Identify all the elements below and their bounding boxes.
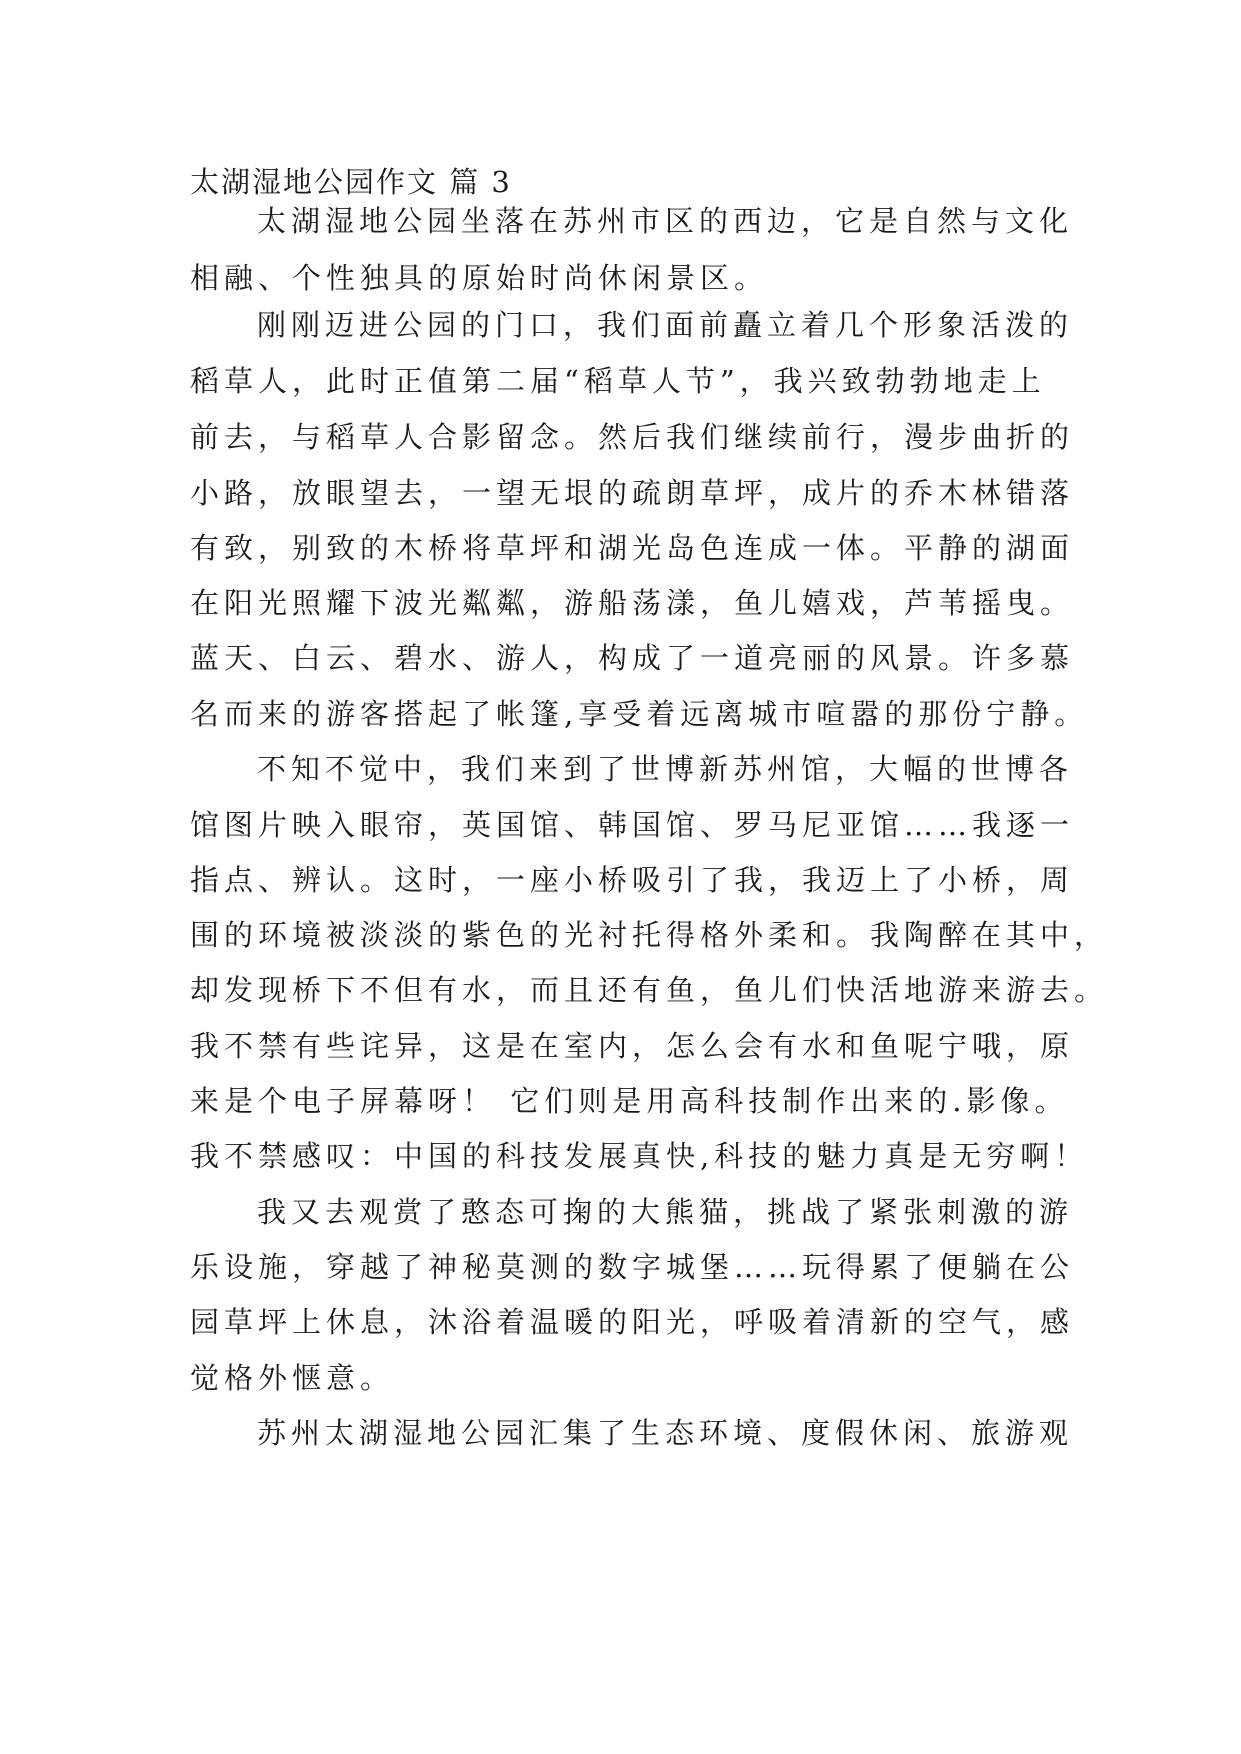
paragraph-3-line-6: 我不禁有些诧异，这是在室内，怎么会有水和鱼呢宁哦，原 — [190, 1029, 1075, 1063]
paragraph-2-line-1: 刚刚迈进公园的门口，我们面前矗立着几个形象活泼的 — [257, 308, 1074, 342]
paragraph-4-line-3: 园草坪上休息，沐浴着温暖的阳光，呼吸着清新的空气，感 — [190, 1305, 1075, 1339]
paragraph-3-line-7: 来是个电子屏幕呀！ 它们则是用高科技制作出来的.影像。 — [190, 1084, 1069, 1118]
document-heading: 太湖湿地公园作文 篇 3 — [190, 165, 512, 199]
paragraph-2-line-3: 前去，与稻草人合影留念。然后我们继续前行，漫步曲折的 — [190, 420, 1075, 454]
paragraph-3-line-1: 不知不觉中，我们来到了世博新苏州馆，大幅的世博各 — [257, 752, 1074, 786]
paragraph-3-line-3: 指点、辨认。这时，一座小桥吸引了我，我迈上了小桥，周 — [190, 863, 1075, 897]
paragraph-3-line-2: 馆图片映入眼帘，英国馆、韩国馆、罗马尼亚馆……我逐一 — [190, 808, 1075, 842]
paragraph-5-line-1: 苏州太湖湿地公园汇集了生态环境、度假休闲、旅游观 — [257, 1416, 1074, 1450]
paragraph-4-line-1: 我又去观赏了憨态可掬的大熊猫，挑战了紧张刺激的游 — [257, 1195, 1074, 1229]
paragraph-2-line-8: 名而来的游客搭起了帐篷,享受着远离城市喧嚣的那份宁静。 — [190, 697, 1089, 731]
paragraph-1-line-2: 相融、个性独具的原始时尚休闲景区。 — [190, 261, 769, 295]
paragraph-2-line-2: 稻草人，此时正值第二届“稻草人节”，我兴致勃勃地走上 — [190, 364, 1046, 398]
paragraph-1-line-1: 太湖湿地公园坐落在苏州市区的西边，它是自然与文化 — [257, 204, 1074, 238]
paragraph-2-line-4: 小路，放眼望去，一望无垠的疏朗草坪，成片的乔木林错落 — [190, 476, 1075, 510]
paragraph-3-line-4: 围的环境被淡淡的紫色的光衬托得格外柔和。我陶醉在其中， — [190, 918, 1109, 952]
paragraph-2-line-7: 蓝天、白云、碧水、游人，构成了一道亮丽的风景。许多慕 — [190, 641, 1075, 675]
paragraph-2-line-6: 在阳光照耀下波光粼粼，游船荡漾，鱼儿嬉戏，芦苇摇曳。 — [190, 586, 1075, 620]
paragraph-2-line-5: 有致，别致的木桥将草坪和湖光岛色连成一体。平静的湖面 — [190, 531, 1075, 565]
paragraph-4-line-4: 觉格外惬意。 — [190, 1361, 395, 1395]
paragraph-4-line-2: 乐设施，穿越了神秘莫测的数字城堡……玩得累了便躺在公 — [190, 1250, 1075, 1284]
paragraph-3-line-5: 却发现桥下不但有水，而且还有鱼，鱼儿们快活地游来游去。 — [190, 973, 1109, 1007]
paragraph-3-line-8: 我不禁感叹：中国的科技发展真快,科技的魅力真是无穷啊！ — [190, 1139, 1089, 1173]
